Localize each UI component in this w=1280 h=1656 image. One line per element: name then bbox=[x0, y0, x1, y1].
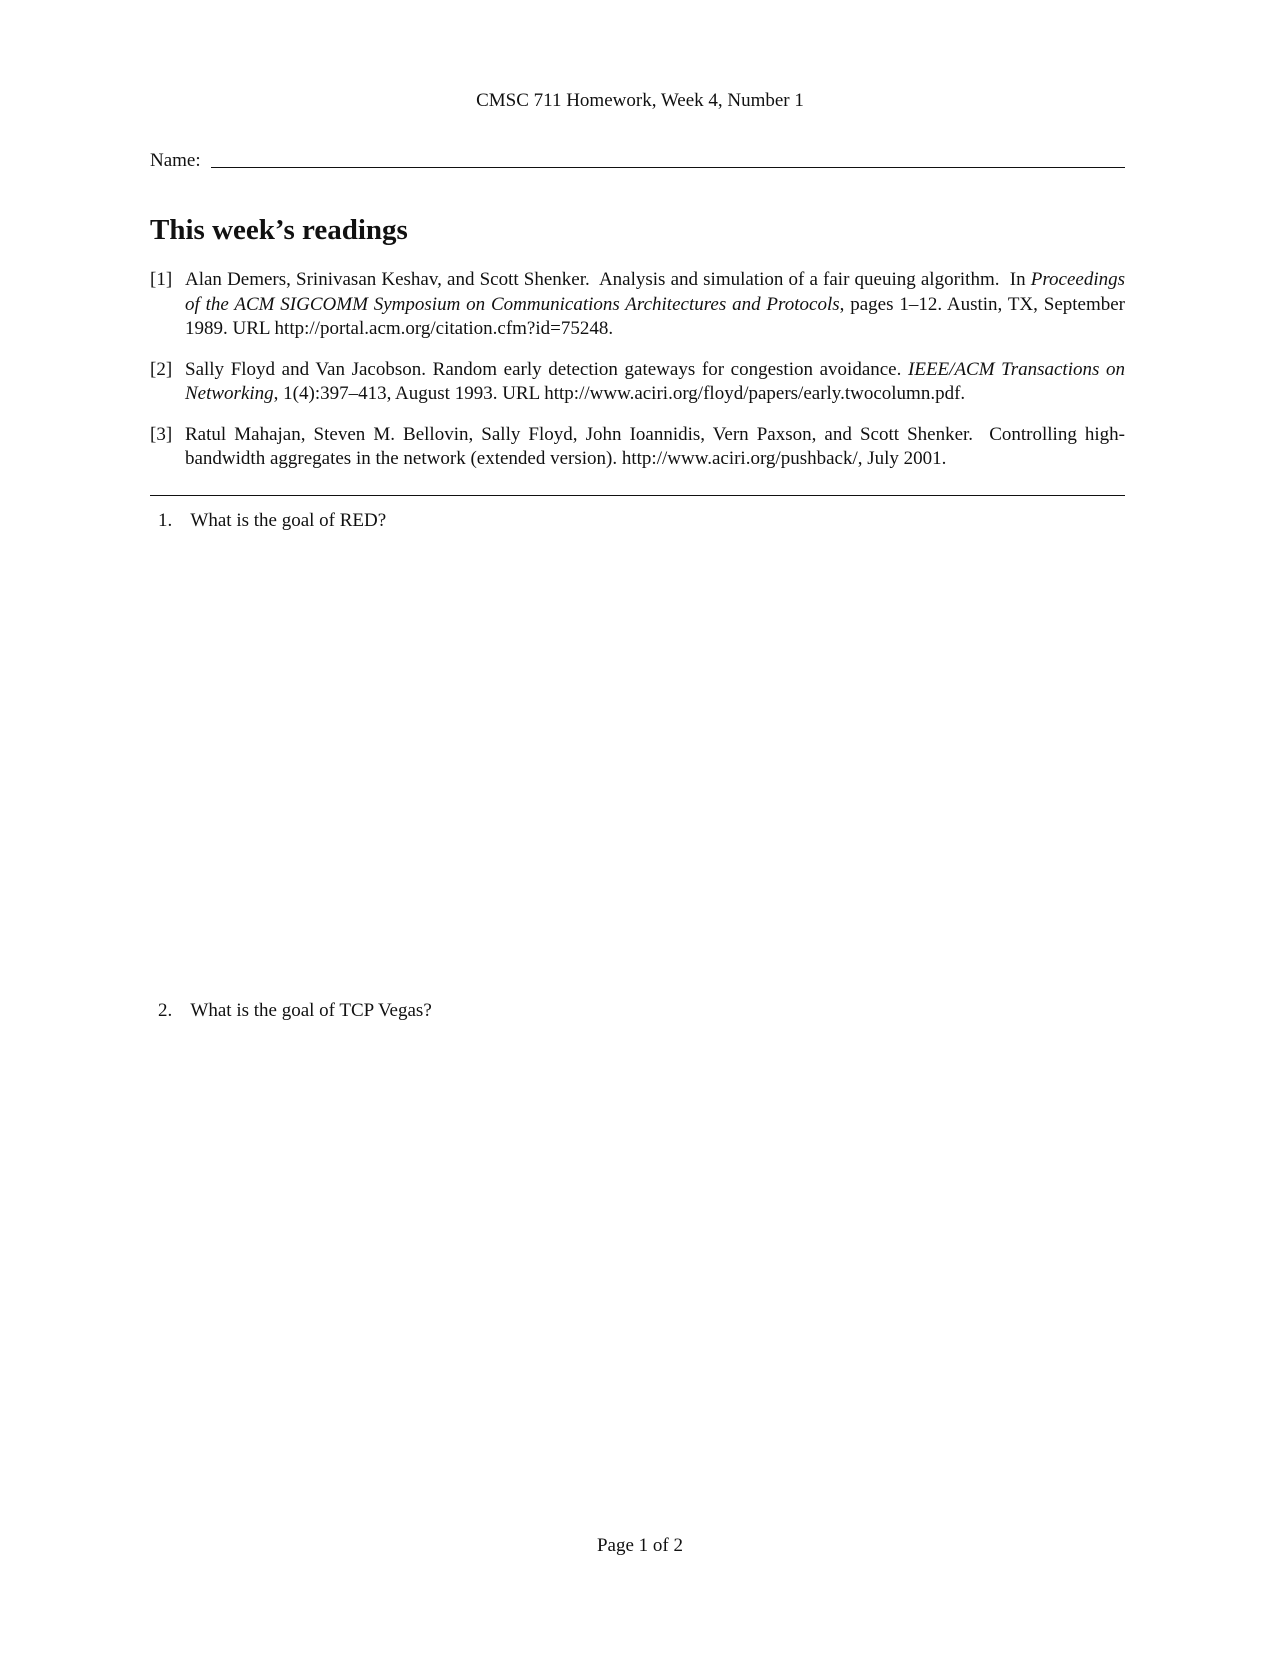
question-number: 2. bbox=[158, 1000, 173, 1021]
question-item bbox=[158, 510, 386, 532]
question-text: What is the goal of TCP Vegas? bbox=[190, 1000, 432, 1021]
page-header: CMSC 711 Homework, Week 4, Number 1 bbox=[476, 90, 804, 111]
question-text: What is the goal of RED? bbox=[190, 510, 387, 531]
reference-details: http://www.aciri.org/pushback/, July 2001. bbox=[621, 448, 947, 469]
reference-venue: IEEE/ACM Transactions on Networking bbox=[185, 358, 1126, 404]
reference-item bbox=[150, 268, 1125, 342]
question-number: 1. bbox=[158, 510, 173, 531]
reference-number: [3] bbox=[150, 423, 173, 445]
name-label: Name: bbox=[150, 150, 201, 171]
horizontal-rule bbox=[150, 495, 1125, 496]
reference-item bbox=[150, 358, 1125, 407]
name-field bbox=[150, 150, 1125, 172]
name-blank-line bbox=[211, 151, 1125, 168]
section-title: This week’s readings bbox=[150, 214, 408, 246]
reference-details: , 1(4):397–413, August 1993. URL http://www.aciri.org/floyd/papers/early.twocolumn.pdf. bbox=[273, 383, 966, 404]
reference-number: [2] bbox=[150, 358, 173, 380]
reference-details: , pages 1–12. Austin, TX, September 1989. URL http://portal.acm.org/citation.cfm?id=75248. bbox=[185, 293, 1125, 339]
reference-venue: Proceedings of the ACM SIGCOMM Symposium on Communications Architectures and Protocols bbox=[185, 269, 1126, 315]
reference-title: Random early detection gateways for congestion avoidance. bbox=[432, 358, 902, 380]
reference-authors: Ratul Mahajan, Steven M. Bellovin, Sally Floyd, John Ioannidis, Vern Paxson, and Scott Shenker. bbox=[185, 423, 974, 445]
reference-title: Controlling high-bandwidth aggregates in the network (extended version). bbox=[185, 423, 1125, 469]
reference-number: [1] bbox=[150, 269, 173, 290]
question-item bbox=[158, 1000, 432, 1022]
reference-authors: Alan Demers, Srinivasan Keshav, and Scott Shenker. bbox=[185, 269, 590, 290]
reference-in: In bbox=[1009, 269, 1026, 290]
reference-title: Analysis and simulation of a fair queuing algorithm. bbox=[598, 269, 1000, 290]
page-number: Page 1 of 2 bbox=[596, 1535, 683, 1556]
reference-list bbox=[150, 268, 1125, 488]
reference-item bbox=[150, 423, 1125, 472]
reference-authors: Sally Floyd and Van Jacobson. bbox=[185, 358, 426, 380]
